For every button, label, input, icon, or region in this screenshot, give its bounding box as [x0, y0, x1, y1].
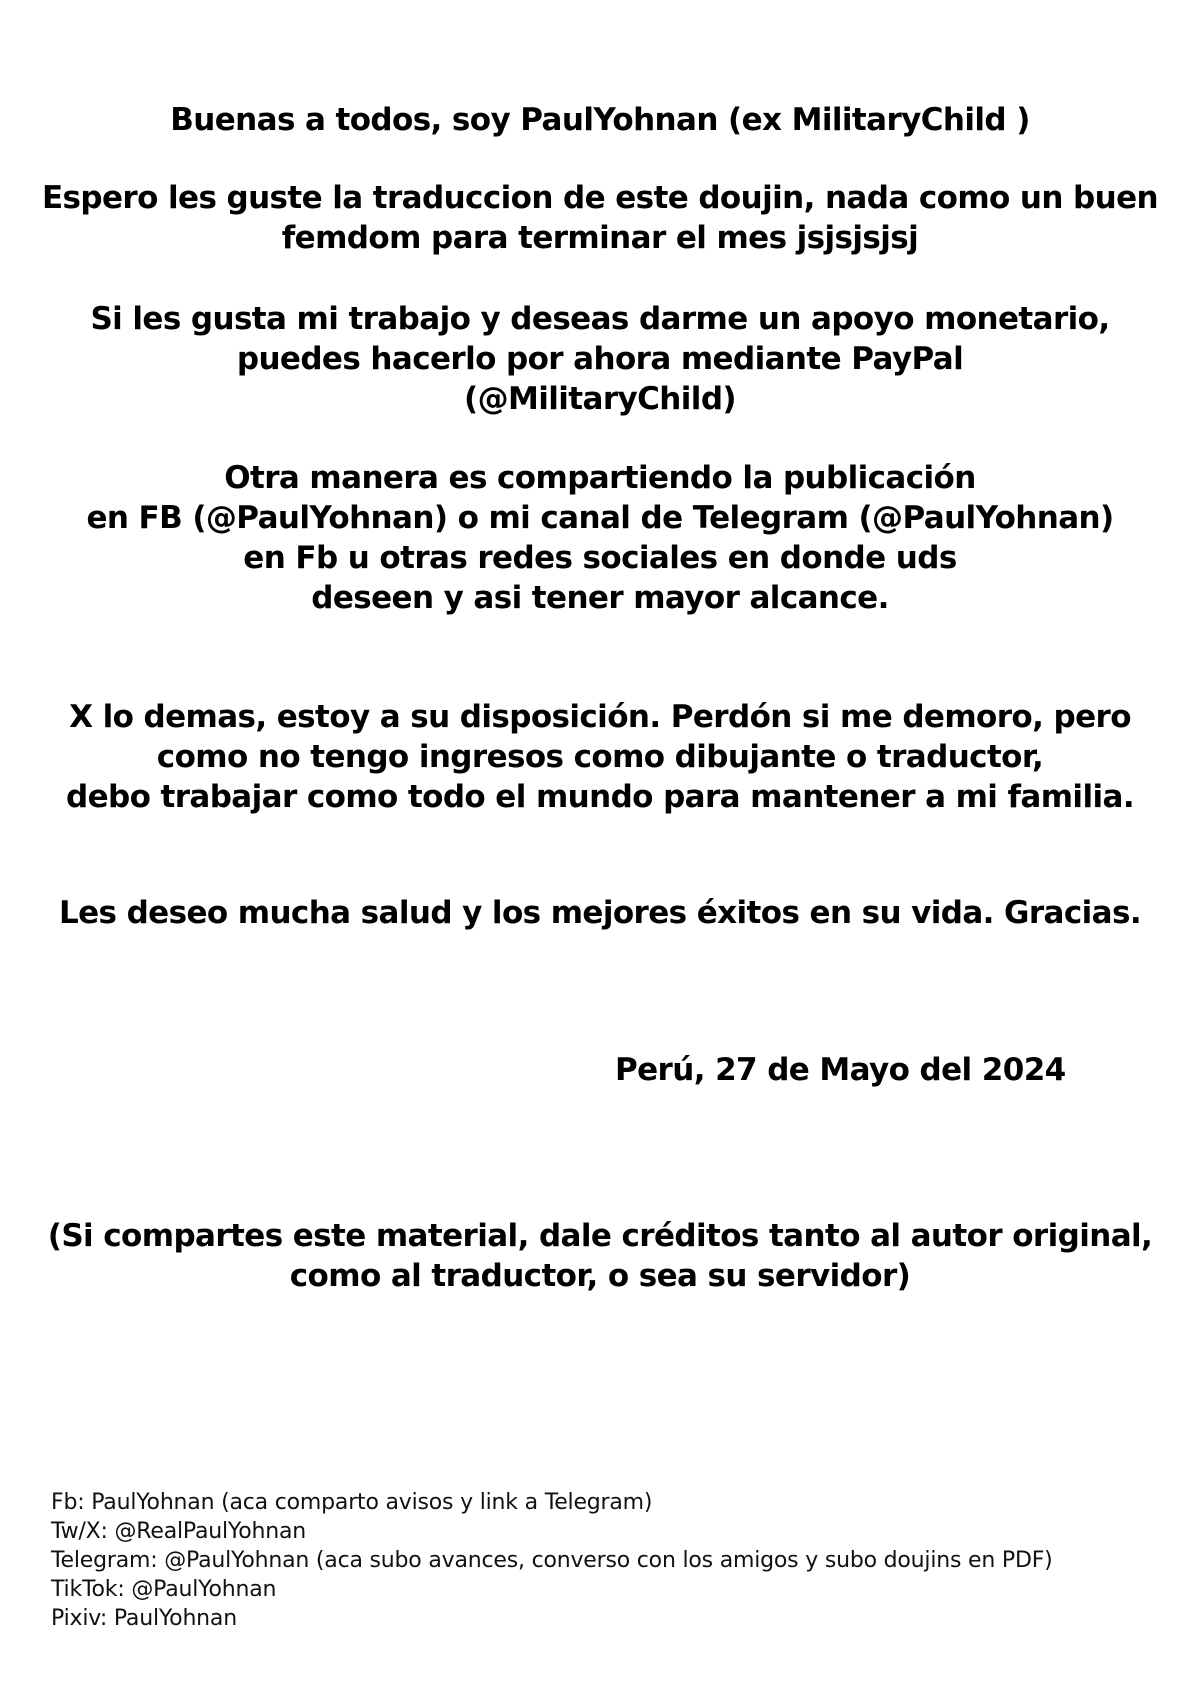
paragraph-line: X lo demas, estoy a su disposición. Perdón si me demoro, pero — [69, 699, 1131, 735]
social-link-facebook: Fb: PaulYohnan (aca comparto avisos y link a Telegram) — [51, 1490, 653, 1515]
greeting-heading — [0, 100, 1200, 140]
credits-note-line: (Si compartes este material, dale créditos tanto al autor original, — [47, 1218, 1153, 1254]
paragraph-line: deseen y asi tener mayor alcance. — [311, 580, 889, 616]
paragraph-wishes — [0, 893, 1200, 933]
paragraph-line: (@MilitaryChild) — [464, 381, 736, 417]
paragraph-line: en FB (@PaulYohnan) o mi canal de Telegram (@PaulYohnan) — [86, 500, 1114, 536]
paragraph-line: Espero les guste la traduccion de este doujin, nada como un buen — [41, 180, 1159, 216]
paragraph-line: debo trabajar como todo el mundo para mantener a mi familia. — [65, 779, 1134, 815]
paragraph-availability — [0, 697, 1200, 817]
paragraph-paypal-support — [0, 299, 1200, 419]
paragraph-line: como no tengo ingresos como dibujante o traductor, — [156, 739, 1044, 775]
paragraph-line: Si les gusta mi trabajo y deseas darme un apoyo monetario, — [90, 301, 1110, 337]
paragraph-translation-hope — [0, 178, 1200, 258]
paragraph-line: Otra manera es compartiendo la publicación — [224, 460, 976, 496]
paragraph-line: Les deseo mucha salud y los mejores éxitos en su vida. Gracias. — [58, 895, 1142, 931]
greeting-line: Buenas a todos, soy PaulYohnan (ex MilitaryChild ) — [170, 102, 1030, 138]
paragraph-line: femdom para terminar el mes jsjsjsjsj — [281, 220, 919, 256]
social-links-list — [51, 1488, 1053, 1633]
credits-note — [0, 1216, 1200, 1296]
date-signoff: Perú, 27 de Mayo del 2024 — [615, 1052, 1066, 1088]
credits-note-line: como al traductor, o sea su servidor) — [289, 1258, 911, 1294]
paragraph-share-request — [0, 458, 1200, 618]
social-link-telegram: Telegram: @PaulYohnan (aca subo avances, converso con los amigos y subo doujins en PDF) — [51, 1548, 1053, 1573]
social-link-pixiv: Pixiv: PaulYohnan — [51, 1606, 237, 1631]
paragraph-line: puedes hacerlo por ahora mediante PayPal — [236, 341, 964, 377]
social-link-tiktok: TikTok: @PaulYohnan — [51, 1577, 277, 1602]
social-link-twitter: Tw/X: @RealPaulYohnan — [51, 1519, 307, 1544]
paragraph-line: en Fb u otras redes sociales en donde uds — [243, 540, 957, 576]
